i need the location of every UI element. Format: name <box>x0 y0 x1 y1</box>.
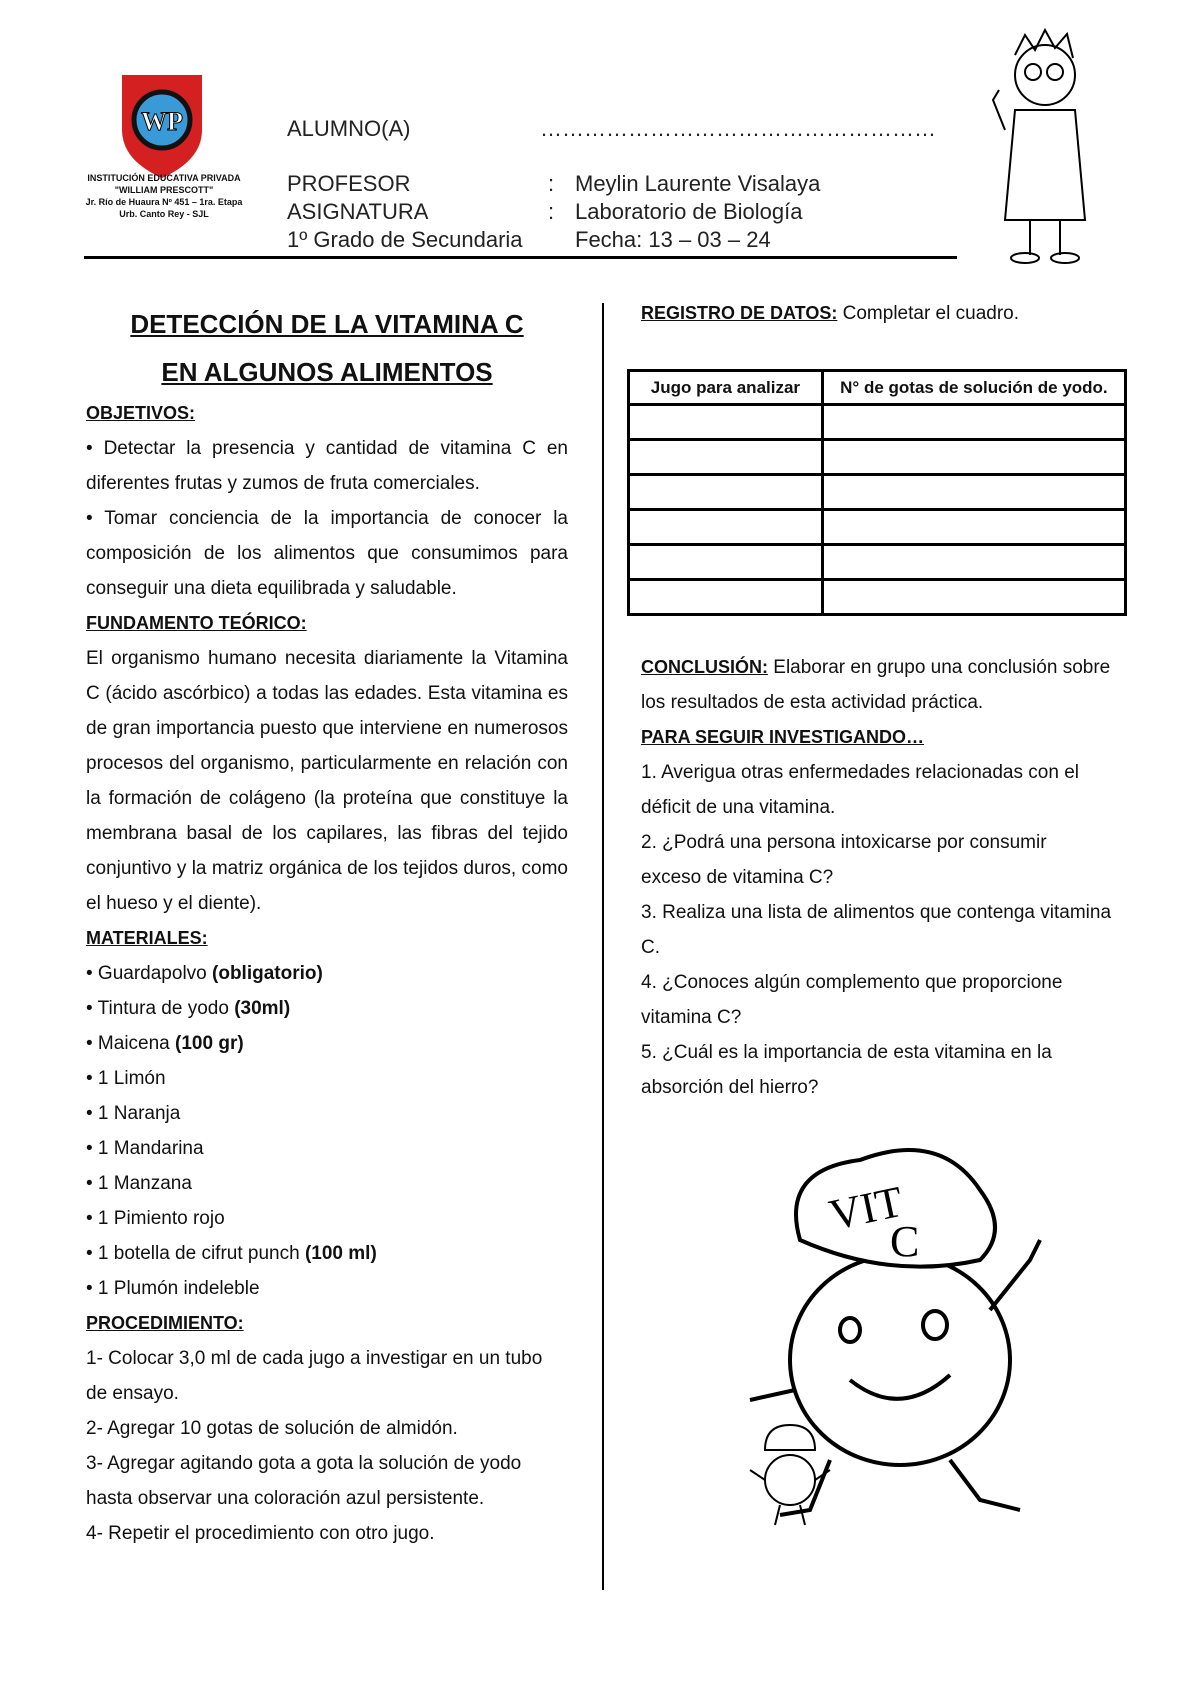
research-question: 3. Realiza una lista de alimentos que contenga vitamina C. <box>641 902 1112 958</box>
material-item <box>86 1096 568 1131</box>
material-item <box>86 1166 568 1201</box>
table-row <box>629 440 1126 475</box>
table-cell[interactable] <box>822 545 1125 580</box>
table-cell[interactable] <box>629 405 823 440</box>
teacher-label: PROFESOR <box>287 171 411 196</box>
theory-heading: FUNDAMENTO TEÓRICO: <box>86 613 307 633</box>
material-quantity: (100 ml) <box>304 1243 377 1264</box>
research-question: 5. ¿Cuál es la importancia de esta vitamina en la absorción del hierro? <box>641 1042 1052 1098</box>
subject-label: ASIGNATURA <box>287 199 429 224</box>
date: Fecha: 13 – 03 – 24 <box>575 227 771 252</box>
logo-top-text: IEP <box>151 63 173 77</box>
address: Jr. Río de Huaura Nº 451 – 1ra. Etapa <box>85 197 243 207</box>
mascot-hat-text-vit: VIT <box>825 1176 907 1240</box>
subject-name: Laboratorio de Biología <box>575 199 803 224</box>
conclusion-section <box>641 650 1111 1105</box>
right-column <box>641 296 1141 331</box>
grade: 1º Grado de Secundaria <box>287 227 523 252</box>
material-item <box>86 1026 568 1061</box>
table-cell[interactable] <box>822 405 1125 440</box>
table-cell[interactable] <box>629 545 823 580</box>
table-cell[interactable] <box>822 580 1125 615</box>
table-cell[interactable] <box>629 440 823 475</box>
left-column <box>86 300 568 1551</box>
mascot-hat-text-c: C <box>890 1217 920 1266</box>
logo-text: WP <box>141 107 183 136</box>
material-name: • 1 Naranja <box>86 1103 181 1124</box>
material-name: • 1 Plumón indeleble <box>86 1278 260 1299</box>
table-row <box>629 405 1126 440</box>
table-cell[interactable] <box>629 580 823 615</box>
material-item <box>86 956 568 991</box>
student-label: ALUMNO(A) <box>287 116 411 141</box>
material-name: • 1 Pimiento rojo <box>86 1208 225 1229</box>
materials-heading: MATERIALES: <box>86 928 208 948</box>
school-name: "WILLIAM PRESCOTT" <box>114 185 214 195</box>
theory-text: El organismo humano necesita diariamente la Vitamina C (ácido ascórbico) a todas las edades. Esta vitamina es de gran importancia puesto que interviene en numerosos procesos del organismo, particularmente en relación con la formación de colágeno (la proteína que constituye la membrana basal de los capilares, las fibras del tejido conjuntivo y la matriz orgánica de los tejidos duros, como el hueso y el diente). <box>86 648 568 914</box>
header-divider <box>84 256 957 259</box>
table-row <box>629 545 1126 580</box>
table-cell[interactable] <box>822 475 1125 510</box>
material-name: • 1 Limón <box>86 1068 166 1089</box>
material-item <box>86 991 568 1026</box>
objectives-heading: OBJETIVOS: <box>86 403 196 423</box>
material-item <box>86 1131 568 1166</box>
small-mascot <box>745 1420 835 1530</box>
table-cell[interactable] <box>629 510 823 545</box>
material-name: • Guardapolvo <box>86 963 213 984</box>
table-cell[interactable] <box>629 475 823 510</box>
material-name: • 1 Mandarina <box>86 1138 204 1159</box>
objective-item: • Tomar conciencia de la importancia de conocer la composición de los alimentos que consumimos para conseguir una dieta equilibrada y saludable. <box>86 508 568 599</box>
research-heading: PARA SEGUIR INVESTIGANDO… <box>641 727 925 747</box>
material-item <box>86 1271 568 1306</box>
table-row <box>629 510 1126 545</box>
material-name: • Tintura de yodo <box>86 998 235 1019</box>
research-question: 1. Averigua otras enfermedades relacionadas con el déficit de una vitamina. <box>641 762 1079 818</box>
scientist-illustration <box>985 20 1105 265</box>
material-quantity: (30ml) <box>234 998 291 1019</box>
data-instruction: Completar el cuadro. <box>837 303 1020 324</box>
research-question: 2. ¿Podrá una persona intoxicarse por consumir exceso de vitamina C? <box>641 832 1047 888</box>
district: Urb. Canto Rey - SJL <box>119 209 209 219</box>
material-quantity: (obligatorio) <box>212 963 323 984</box>
procedure-step: 2- Agregar 10 gotas de solución de almidón. <box>86 1418 458 1439</box>
institution-name: INSTITUCIÓN EDUCATIVA PRIVADA <box>87 173 241 183</box>
conclusion-text: Elaborar en grupo una conclusión sobre los resultados de esta actividad práctica. <box>641 657 1111 713</box>
objective-item: • Detectar la presencia y cantidad de vitamina C en diferentes frutas y zumos de fruta comerciales. <box>86 438 568 494</box>
school-logo <box>112 60 212 180</box>
research-question: 4. ¿Conoces algún complemento que proporcione vitamina C? <box>641 972 1063 1028</box>
data-table <box>627 369 1127 616</box>
procedure-step: 3- Agregar agitando gota a gota la solución de yodo hasta observar una coloración azul persistente. <box>86 1453 522 1509</box>
material-name: • 1 Manzana <box>86 1173 192 1194</box>
material-name: • Maicena <box>86 1033 176 1054</box>
student-blank[interactable]: ……………………………………………… <box>540 116 936 141</box>
table-cell[interactable] <box>822 510 1125 545</box>
teacher-name: Meylin Laurente Visalaya <box>575 171 821 196</box>
table-row <box>629 580 1126 615</box>
page-title-line1: DETECCIÓN DE LA VITAMINA C <box>130 309 524 339</box>
page-title-line2: EN ALGUNOS ALIMENTOS <box>161 357 493 387</box>
procedure-heading: PROCEDIMIENTO: <box>86 1313 244 1333</box>
material-name: • 1 botella de cifrut punch <box>86 1243 305 1264</box>
separator: : <box>548 171 555 196</box>
table-cell[interactable] <box>822 440 1125 475</box>
material-item <box>86 1201 568 1236</box>
material-item <box>86 1061 568 1096</box>
procedure-step: 4- Repetir el procedimiento con otro jugo. <box>86 1523 435 1544</box>
separator: : <box>548 199 555 224</box>
conclusion-heading: CONCLUSIÓN: <box>641 657 768 677</box>
data-heading: REGISTRO DE DATOS: <box>641 303 838 323</box>
table-header: N° de gotas de solución de yodo. <box>822 371 1125 405</box>
materials-list <box>86 956 568 1306</box>
column-divider <box>602 303 604 1590</box>
table-header: Jugo para analizar <box>629 371 823 405</box>
material-quantity: (100 gr) <box>175 1033 244 1054</box>
material-item <box>86 1236 568 1271</box>
institution-info <box>70 172 258 220</box>
table-row <box>629 475 1126 510</box>
procedure-step: 1- Colocar 3,0 ml de cada jugo a investigar en un tubo de ensayo. <box>86 1348 543 1404</box>
